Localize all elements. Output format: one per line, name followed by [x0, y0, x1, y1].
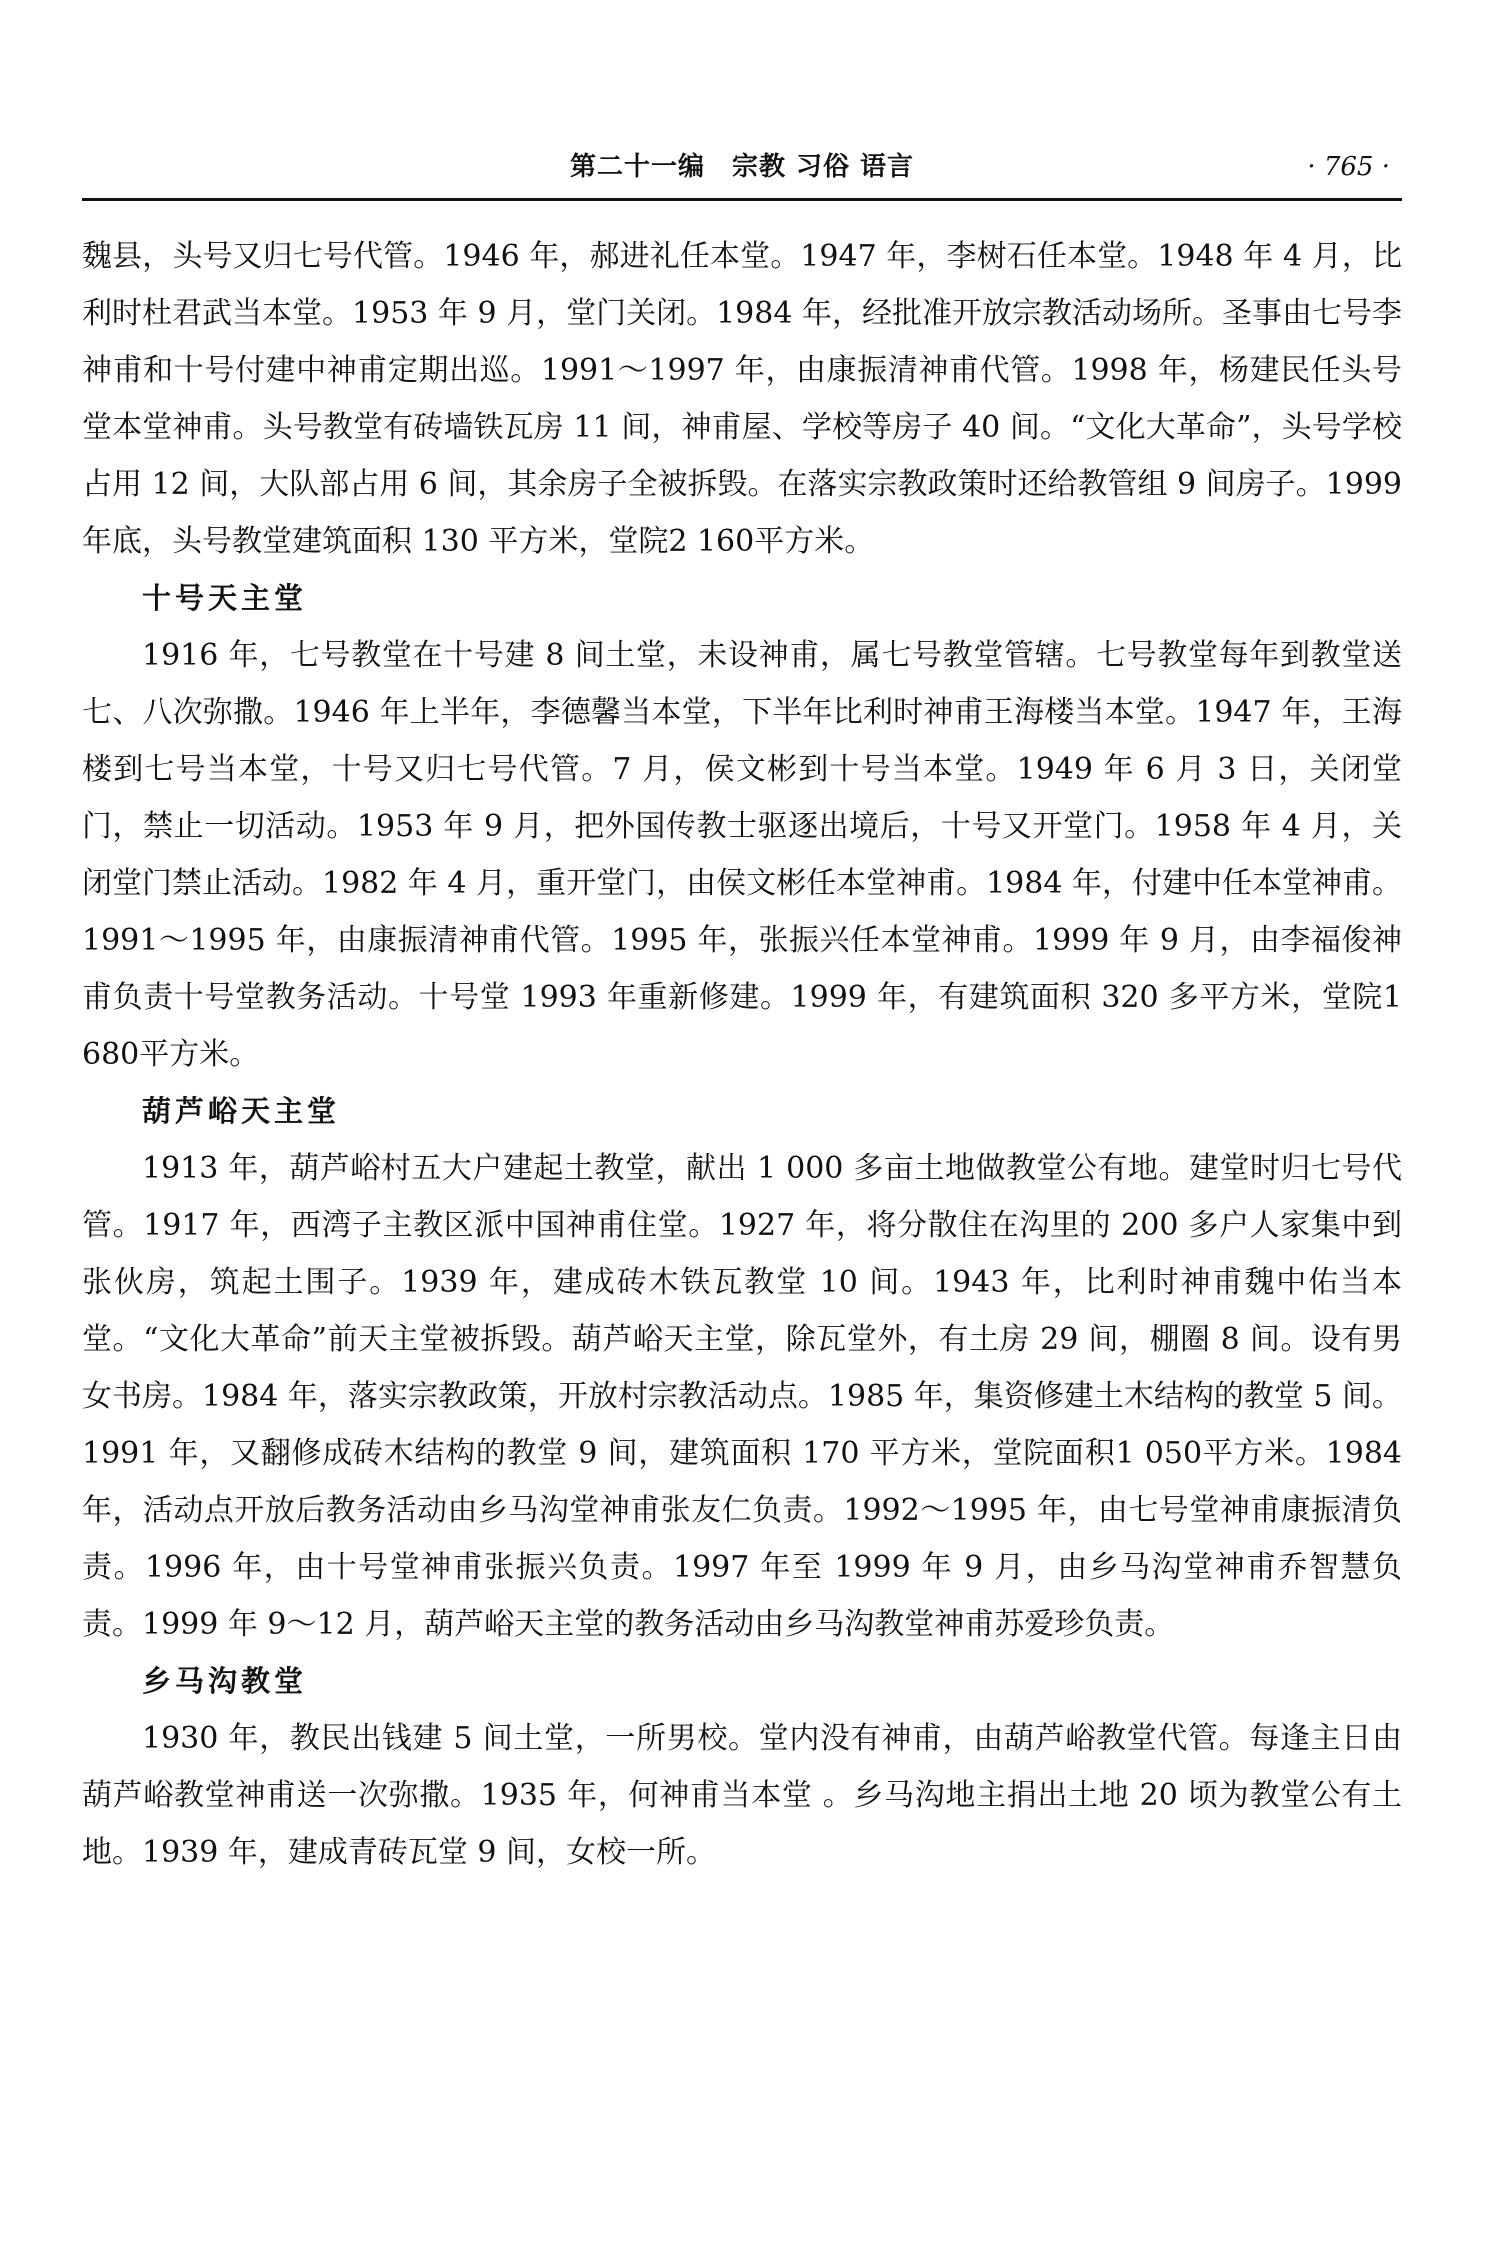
- paragraph-shihao-church: 1916 年，七号教堂在十号建 8 间土堂，未设神甫，属七号教堂管辖。七号教堂每年到教堂送七、八次弥撒。1946 年上半年，李德馨当本堂，下半年比利时神甫王海楼当本堂。1947 年，王海楼到七号当本堂，十号又归七号代管。7 月，侯文彬到十号当本堂。1949 年 6 月 3 日，关闭堂门，禁止一切活动。1953 年 9 月，把外国传教士驱逐出境后，十号又开堂门。1958 年 4 月，关闭堂门禁止活动。1982 年 4 月，重开堂门，由侯文彬任本堂神甫。1984 年，付建中任本堂神甫。1991～1995 年，由康振清神甫代管。1995 年，张振兴任本堂神甫。1999 年 9 月，由李福俊神甫负责十号堂教务活动。十号堂 1993 年重新修建。1999 年，有建筑面积 320 多平方米，堂院1 680平方米。: [82, 638, 1402, 1072]
- paragraph-touhao-continued: 魏县，头号又归七号代管。1946 年，郝进礼任本堂。1947 年，李树石任本堂。1948 年 4 月，比利时杜君武当本堂。1953 年 9 月，堂门关闭。1984 年，经批准开放宗教活动场所。圣事由七号李神甫和十号付建中神甫定期出巡。1991～1997 年，由康振清神甫代管。1998 年，杨建民任头号堂本堂神甫。头号教堂有砖墙铁瓦房 11 间，神甫屋、学校等房子 40 间。“文化大革命”，头号学校占用 12 间，大队部占用 6 间，其余房子全被拆毁。在落实宗教政策时还给教管组 9 间房子。1999 年底，头号教堂建筑面积 130 平方米，堂院2 160平方米。: [82, 239, 1402, 559]
- document-page: [82, 0, 1402, 2266]
- header-rule: [82, 198, 1402, 201]
- heading-huluyu-church: 葫芦峪天主堂: [142, 1094, 341, 1128]
- paragraph-huluyu-church: 1913 年，葫芦峪村五大户建起土教堂，献出 1 000 多亩土地做教堂公有地。建堂时归七号代管。1917 年，西湾子主教区派中国神甫住堂。1927 年，将分散住在沟里的 200 多户人家集中到张伙房，筑起土围子。1939 年，建成砖木铁瓦教堂 10 间。1943 年，比利时神甫魏中佑当本堂。“文化大革命”前天主堂被拆毁。葫芦峪天主堂，除瓦堂外，有土房 29 间，棚圈 8 间。设有男女书房。1984 年，落实宗教政策，开放村宗教活动点。1985 年，集资修建土木结构的教堂 5 间。1991 年，又翻修成砖木结构的教堂 9 间，建筑面积 170 平方米，堂院面积1 050平方米。1984 年，活动点开放后教务活动由乡马沟堂神甫张友仁负责。1992～1995 年，由七号堂神甫康振清负责。1996 年，由十号堂神甫张振兴负责。1997 年至 1999 年 9 月，由乡马沟堂神甫乔智慧负责。1999 年 9～12 月，葫芦峪天主堂的教务活动由乡马沟教堂神甫苏爱珍负责。: [82, 1151, 1402, 1642]
- paragraph-xiangmagou-church: 1930 年，教民出钱建 5 间土堂，一所男校。堂内没有神甫，由葫芦峪教堂代管。每逢主日由葫芦峪教堂神甫送一次弥撒。1935 年，何神甫当本堂 。乡马沟地主捐出土地 20 顷为教堂公有土地。1939 年，建成青砖瓦堂 9 间，女校一所。: [82, 1721, 1402, 1870]
- heading-xiangmagou-church: 乡马沟教堂: [142, 1664, 308, 1698]
- page-number: · 765 ·: [1307, 152, 1390, 182]
- body-text: [82, 228, 1402, 1881]
- running-title: 第二十一编 宗教 习俗 语言: [569, 152, 915, 182]
- heading-shihao-church: 十号天主堂: [142, 581, 308, 615]
- running-header: [82, 150, 1402, 194]
